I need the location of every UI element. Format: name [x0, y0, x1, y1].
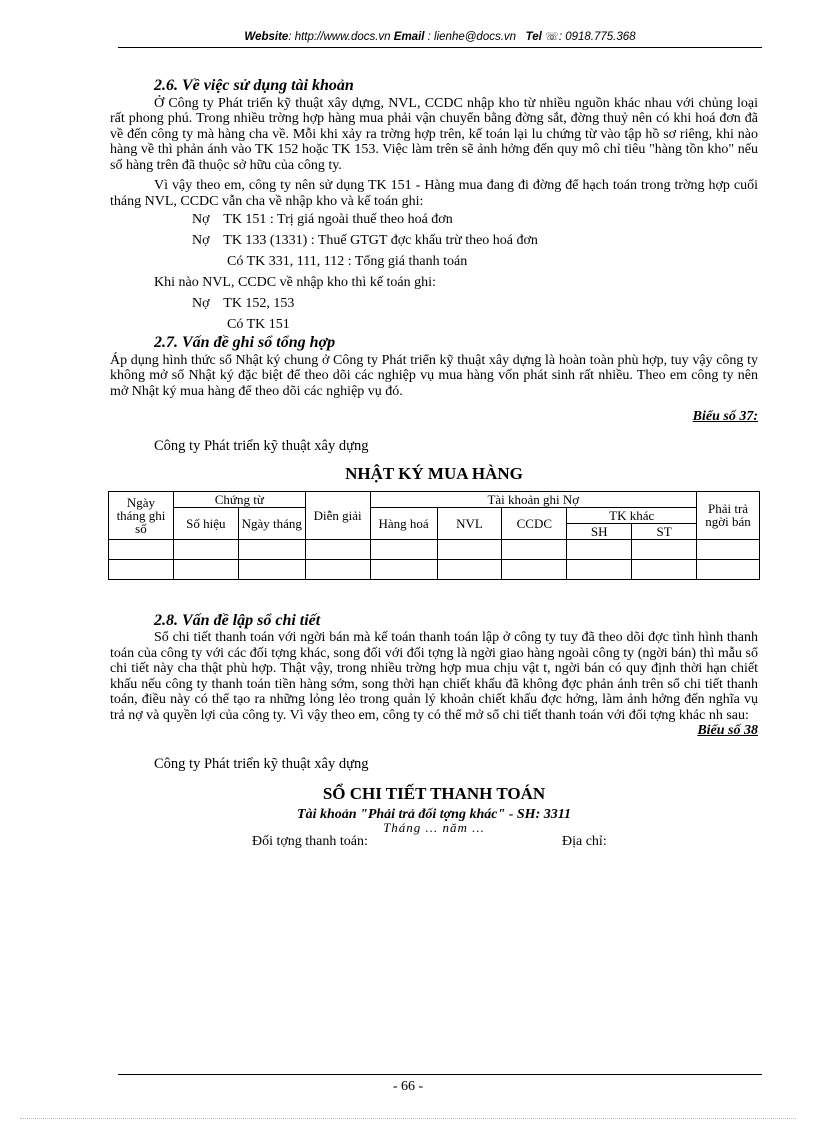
th-description: Diễn giải	[305, 491, 370, 539]
address-label: Địa chỉ:	[562, 834, 607, 849]
email-value: : lienhe@docs.vn	[424, 31, 517, 43]
phone-icon: ☏	[545, 31, 559, 43]
journal-title: NHẬT KÝ MUA HÀNG	[345, 464, 523, 483]
ledger-subtitle: Tài khoản "Phải trả đối tợng khác" - SH: 3311	[297, 806, 571, 822]
website-label: Website	[244, 31, 289, 43]
section-2-6-paragraph-1: Ở Công ty Phát triển kỹ thuật xây dựng, NVL, CCDC nhập kho từ nhiều nguồn khác nhau với chủng loại rất phong phú. Trong nhiều trờng hợp hàng mua phải vận chuyển bằng đờng sắt, đờng thuỷ nên có khi hoá đơn đã về đến công ty mà hàng cha về. Mỗi khi xảy ra trờng hợp trên, kế toán lại lu chứng từ vào tập hồ sơ riêng, khi nào hàng về thì phản ánh vào TK 152 hoặc TK 153. Việc làm trên sẽ ảnh hởng đến quy mô chỉ tiêu "hàng tồn kho" nếu số hàng trên đã thuộc sở hữu của công ty.	[110, 95, 758, 173]
website-value: : http://www.docs.vn	[288, 31, 391, 43]
section-2-6-paragraph-3: Khi nào NVL, CCDC về nhập kho thì kế toán ghi:	[154, 275, 436, 290]
journal-entry-3: Có TK 331, 111, 112 : Tổng giá thanh toán	[192, 254, 468, 269]
th-voucher-date: Ngày tháng	[238, 507, 305, 539]
section-2-6-heading: 2.6. Về việc sử dụng tài khoản	[154, 77, 354, 94]
journal-entry-2: Nợ TK 133 (1331) : Thuế GTGT đợc khấu trừ theo hoá đơn	[192, 233, 538, 248]
page-bottom-divider	[20, 1118, 796, 1119]
bieu-so-37: Biểu số 37:	[692, 409, 758, 424]
page-number: - 66 -	[392, 1079, 424, 1094]
ledger-month: Tháng ... năm ...	[383, 820, 485, 835]
company-name-1: Công ty Phát triển kỹ thuật xây dựng	[154, 437, 369, 454]
table-row	[109, 539, 760, 559]
th-ccdc: CCDC	[502, 507, 567, 539]
company-name-2: Công ty Phát triển kỹ thuật xây dựng	[154, 755, 369, 772]
email-label: Email	[393, 31, 425, 43]
th-other-account: TK khác	[567, 507, 697, 523]
th-voucher-number: Số hiệu	[173, 507, 238, 539]
footer-divider	[118, 1074, 762, 1075]
th-sh: SH	[567, 523, 632, 539]
journal-entry-1: Nợ TK 151 : Trị giá ngoài thuế theo hoá đơn	[192, 212, 453, 227]
th-payable: Phải trả ngời bán	[697, 491, 760, 539]
purchase-journal-table	[108, 491, 760, 580]
document-body	[110, 78, 758, 852]
th-nvl: NVL	[437, 507, 502, 539]
section-2-8-paragraph-1: Sổ chi tiết thanh toán với ngời bán mà kế toán thanh toán lập ở công ty tuy đã theo dõi đợc tình hình thanh toán của công ty với các đối tợng khác, song đối với đối tợng là ngời giao hàng ngoài công ty (ngời bán) thì mẫu sổ chi tiết này cha thật phù hợp. Thật vậy, trong nhiều trờng hợp mua chịu vật t, ngời bán có quy định thời hạn chiết khấu nếu công ty thanh toán tiền hàng sớm, song thời hạn chiết khấu đã không đợc phản ánh trên sổ chi tiết thanh toán, điều này có thể tạo ra những lỏng lẻo trong quản lý khoản chiết khấu đợc hởng, làm ảnh hởng đến nghĩa vụ trả nợ và quyền lợi của công ty. Vì vậy theo em, công ty có thể mở sổ chi tiết thanh toán với đối tợng khác nh sau:	[110, 630, 758, 723]
bieu-so-38: Biểu số 38	[697, 723, 758, 738]
section-2-7-paragraph-1: Áp dụng hình thức sổ Nhật ký chung ở Công ty Phát triển kỹ thuật xây dựng là hoàn toàn phù hợp, tuy vậy công ty không mở sổ Nhật ký đặc biệt để theo dõi các nghiệp vụ mua hàng vốn phát sinh rất nhiều. Theo em công ty nên mở Nhật ký mua hàng để theo dõi các nghiệp vụ đó.	[110, 352, 758, 399]
tel-label: Tel	[525, 31, 542, 43]
th-st: ST	[632, 523, 697, 539]
section-2-8-heading: 2.8. Vấn đề lập sổ chi tiết	[154, 611, 321, 629]
section-2-6-paragraph-2: Vì vậy theo em, công ty nên sử dụng TK 151 - Hàng mua đang đi đờng để hạch toán trong trờng hợp cuối tháng NVL, CCDC vẫn cha về nhập kho và kế toán ghi:	[110, 178, 758, 209]
object-label: Đối tợng thanh toán:	[252, 834, 368, 849]
section-2-7-heading: 2.7. Vấn đề ghi sổ tổng hợp	[154, 334, 336, 351]
page-header	[118, 30, 762, 48]
th-voucher: Chứng từ	[173, 491, 305, 507]
table-row	[109, 559, 760, 579]
journal-entry-5: Có TK 151	[192, 317, 290, 332]
th-goods: Hàng hoá	[370, 507, 437, 539]
th-debit-account: Tài khoản ghi Nợ	[370, 491, 696, 507]
journal-entry-4: Nợ TK 152, 153	[192, 296, 295, 311]
ledger-title: SỔ CHI TIẾT THANH TOÁN	[322, 784, 546, 803]
th-date-record: Ngày tháng ghi sổ	[109, 491, 174, 539]
tel-value: : 0918.775.368	[558, 31, 636, 43]
